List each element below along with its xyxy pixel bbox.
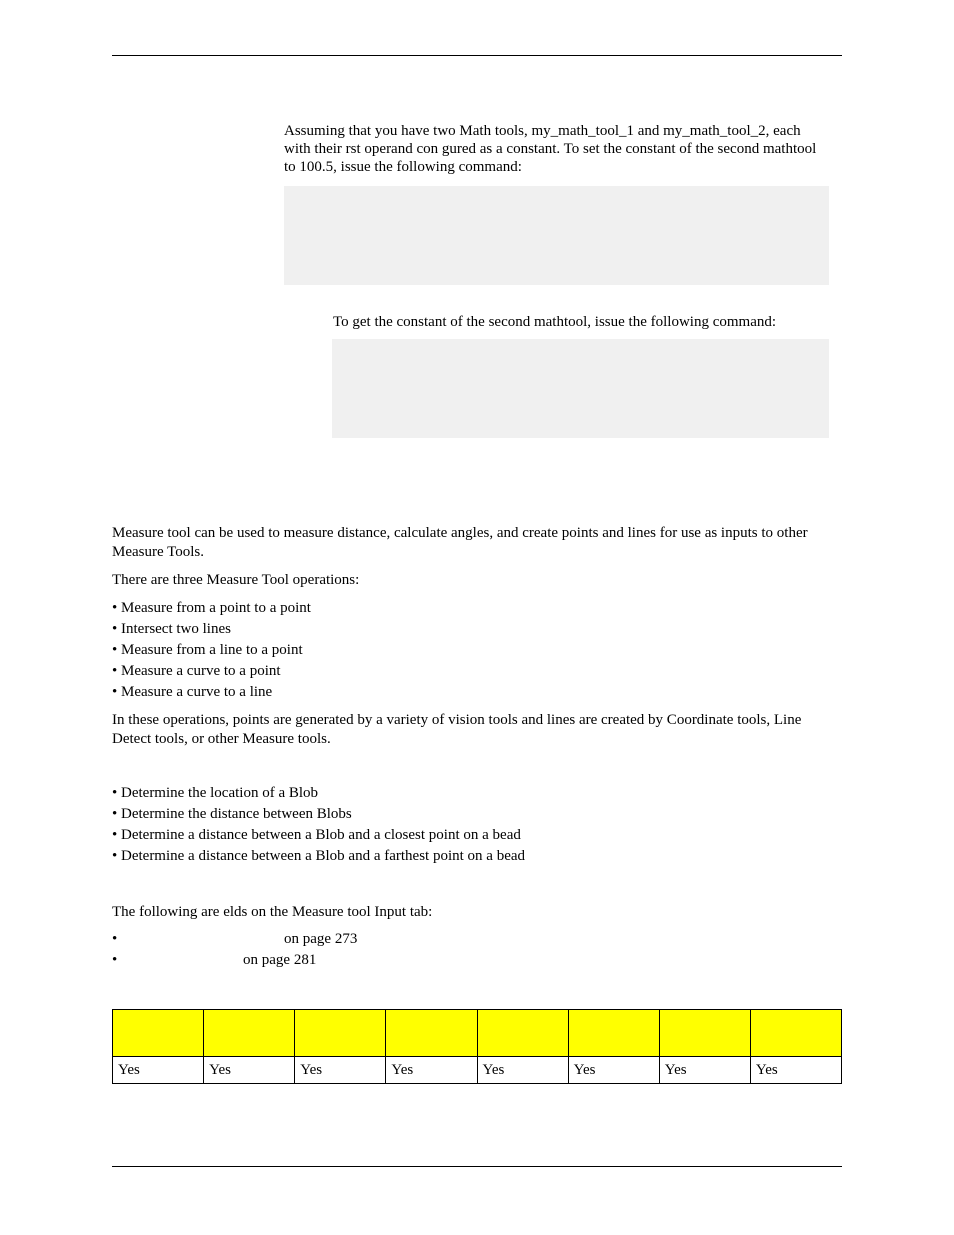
use-case-item: • Determine a distance between a Blob and a closest point on a bead (112, 827, 521, 843)
operation-item: • Measure from a line to a point (112, 642, 303, 658)
table-cell: Yes (386, 1057, 477, 1084)
use-case-item: • Determine a distance between a Blob and a farthest point on a bead (112, 848, 526, 864)
operation-item: • Measure from a point to a point (112, 600, 311, 616)
table-header-cell (750, 1010, 841, 1057)
set-constant-code-block (284, 186, 829, 285)
table-cell: Yes (113, 1057, 204, 1084)
table-cell: Yes (295, 1057, 386, 1084)
use-case-item: • Determine the location of a Blob (112, 785, 319, 801)
field-ref-link[interactable]: on page 281 (243, 952, 317, 968)
table-header-cell (295, 1010, 386, 1057)
table-cell: Yes (750, 1057, 841, 1084)
field-ref-bullet: • (112, 931, 118, 947)
table-cell: Yes (568, 1057, 659, 1084)
measure-description-line-1: Measure tool can be used to measure distance, calculate angles, and create points and lines for use as inputs to other (112, 525, 808, 541)
table-header-cell (477, 1010, 568, 1057)
use-case-item: • Determine the distance between Blobs (112, 806, 352, 822)
operation-item: • Intersect two lines (112, 621, 231, 637)
operations-intro: There are three Measure Tool operations: (112, 572, 360, 588)
intro-line-2: with their rst operand con gured as a constant. To set the constant of the second mathtool (284, 141, 817, 157)
footer-rule (112, 1166, 842, 1167)
measure-description-line-2: Measure Tools. (112, 544, 204, 560)
operation-item: • Measure a curve to a line (112, 684, 273, 700)
table-header-cell (568, 1010, 659, 1057)
get-constant-code-block (332, 339, 829, 438)
field-ref-link[interactable]: on page 273 (284, 931, 358, 947)
table-cell: Yes (477, 1057, 568, 1084)
operation-item: • Measure a curve to a point (112, 663, 281, 679)
header-rule (112, 55, 842, 56)
get-constant-text: To get the constant of the second mathtool, issue the following command: (333, 314, 777, 330)
table-header-cell (659, 1010, 750, 1057)
availability-table (112, 1009, 842, 1084)
operations-note-line-1: In these operations, points are generated by a variety of vision tools and lines are created by Coordinate tools, Line (112, 712, 802, 728)
table-header-cell (386, 1010, 477, 1057)
intro-line-1: Assuming that you have two Math tools, my_math_tool_1 and my_math_tool_2, each (284, 123, 801, 139)
operations-note-line-2: Detect tools, or other Measure tools. (112, 731, 331, 747)
table-row (113, 1057, 842, 1084)
fields-intro: The following are elds on the Measure tool Input tab: (112, 904, 433, 920)
table-cell: Yes (204, 1057, 295, 1084)
field-ref-bullet: • (112, 952, 118, 968)
intro-line-3: to 100.5, issue the following command: (284, 159, 522, 175)
table-header-row (113, 1010, 842, 1057)
table-cell: Yes (659, 1057, 750, 1084)
table-header-cell (113, 1010, 204, 1057)
table-header-cell (204, 1010, 295, 1057)
